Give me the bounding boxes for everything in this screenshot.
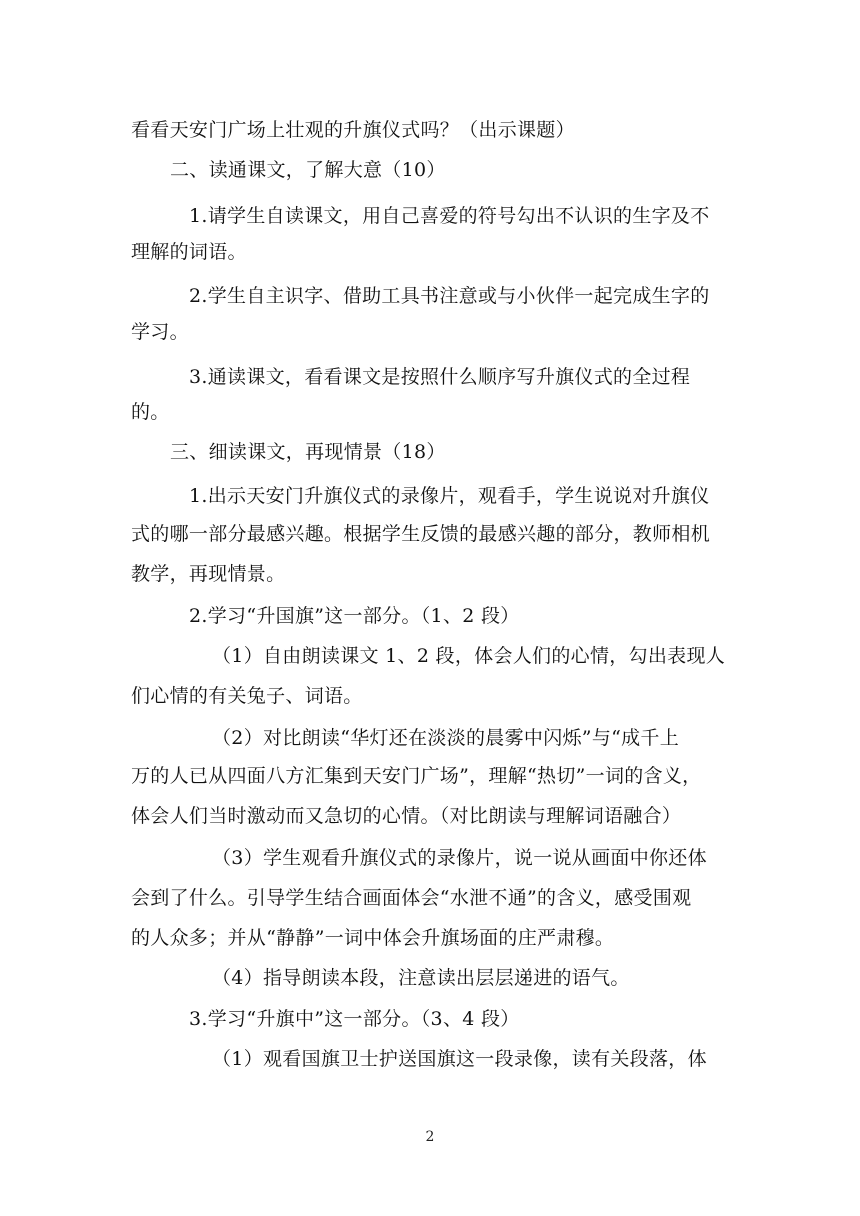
section-heading: 二、读通课文，了解大意（10）	[170, 159, 446, 181]
section-heading: 三、细读课文，再现情景（18）	[170, 441, 446, 463]
text-line: （1）自由朗读课文 1、2 段，体会人们的心情，勾出表现人	[212, 645, 726, 667]
text-line: （3）学生观看升旗仪式的录像片，说一说从画面中你还体	[212, 847, 707, 869]
text-line: 看看天安门广场上壮观的升旗仪式吗？（出示课题）	[131, 119, 575, 141]
text-line: 们心情的有关兔子、词语。	[131, 685, 363, 707]
text-line: 2.学生自主识字、借助工具书注意或与小伙伴一起完成生字的	[189, 285, 710, 307]
text-line: 式的哪一部分最感兴趣。根据学生反馈的最感兴趣的部分，教师相机	[131, 523, 711, 545]
text-line: （2）对比朗读“华灯还在淡淡的晨雾中闪烁”与“成千上	[212, 727, 680, 749]
text-line: 教学，再现情景。	[131, 563, 286, 585]
text-line: 1.请学生自读课文，用自己喜爱的符号勾出不认识的生字及不	[189, 205, 710, 227]
text-line: 学习。	[131, 321, 189, 343]
text-line: 万的人已从四面八方汇集到天安门广场”，理解“热切”一词的含义，	[131, 765, 702, 787]
text-line: 体会人们当时激动而又急切的心情。（对比朗读与理解词语融合）	[131, 805, 682, 827]
text-line: （4）指导朗读本段，注意读出层层递进的语气。	[212, 967, 630, 989]
text-line: 会到了什么。引导学生结合画面体会“水泄不通”的含义，感受围观	[131, 887, 692, 909]
text-line: 2.学习“升国旗”这一部分。（1、2 段）	[189, 605, 520, 627]
text-line: 1.出示天安门升旗仪式的录像片，观看手，学生说说对升旗仪	[189, 485, 710, 507]
text-line: 3.通读课文，看看课文是按照什么顺序写升旗仪式的全过程	[189, 366, 691, 388]
text-line: 的。	[131, 401, 170, 423]
text-line: 3.学习“升旗中”这一部分。（3、4 段）	[189, 1008, 520, 1030]
text-line: 的人众多；并从“静静”一词中体会升旗场面的庄严肃穆。	[131, 927, 615, 949]
text-line: 理解的词语。	[131, 241, 247, 263]
page-number: 2	[425, 1129, 435, 1145]
text-line: （1）观看国旗卫士护送国旗这一段录像，读有关段落，体	[212, 1048, 707, 1070]
